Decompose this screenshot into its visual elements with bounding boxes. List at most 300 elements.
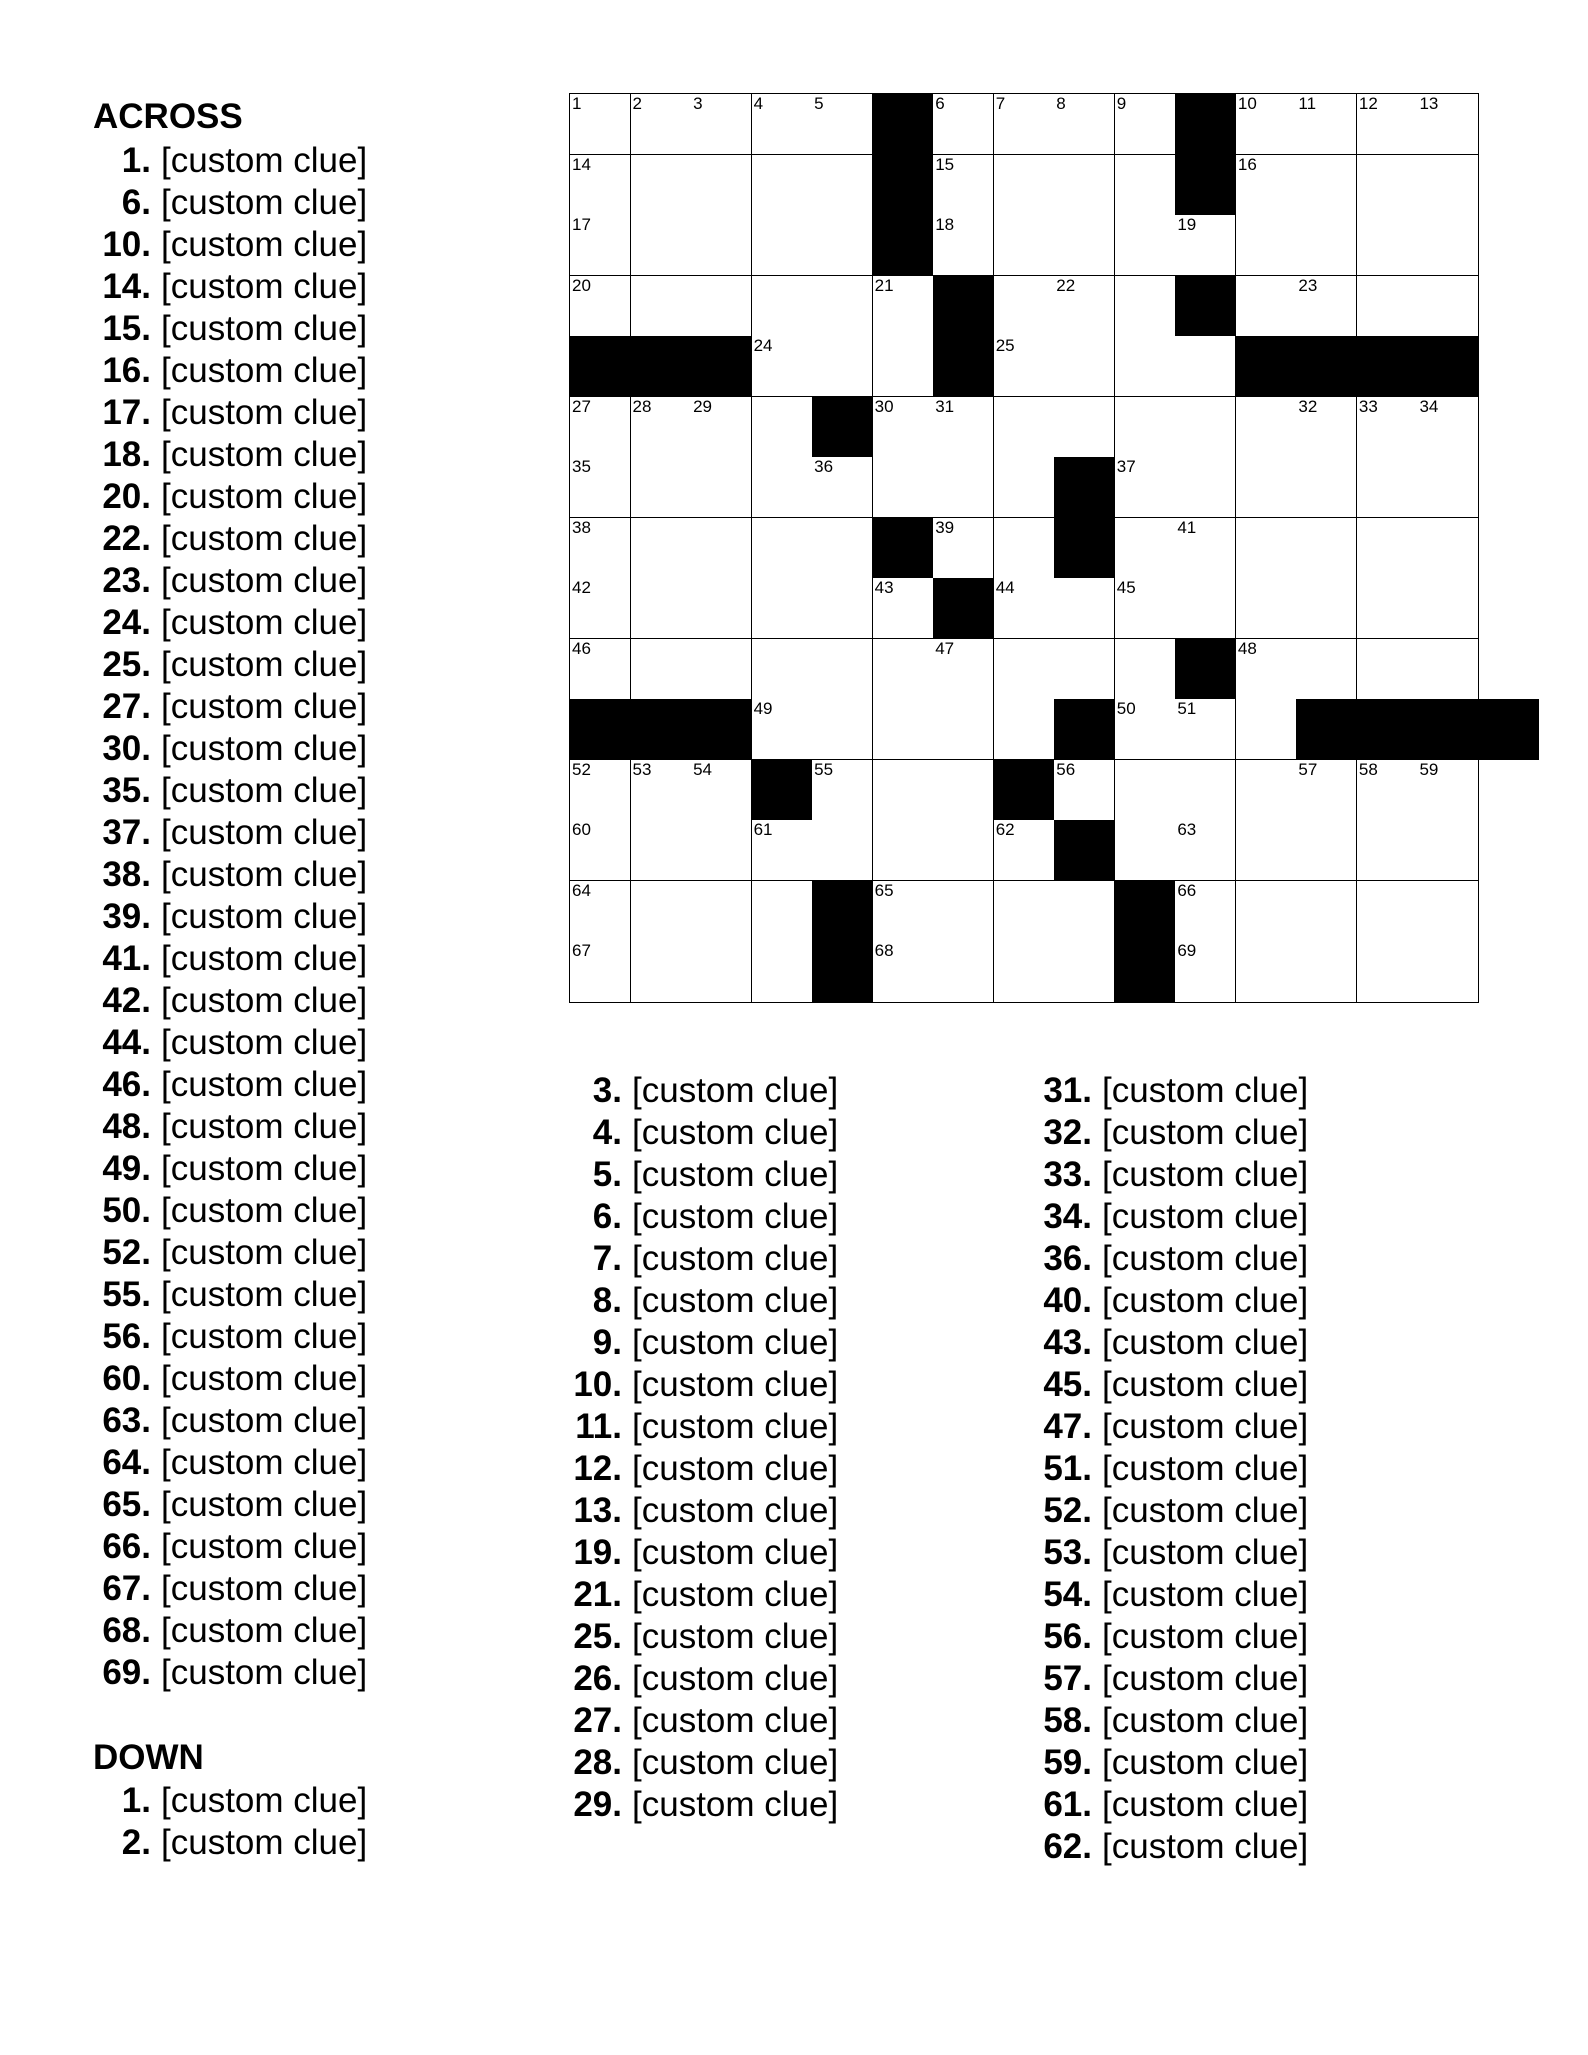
grid-cell[interactable]	[1296, 760, 1357, 821]
black-square	[1175, 276, 1236, 337]
down-clue	[564, 1154, 838, 1196]
grid-cell[interactable]	[873, 699, 934, 760]
grid-cell[interactable]	[873, 881, 934, 942]
grid-cell[interactable]	[1357, 518, 1418, 579]
grid-cell[interactable]	[1115, 155, 1176, 216]
down-clue	[1034, 1490, 1308, 1532]
grid-cell[interactable]	[691, 941, 752, 1002]
grid-cell[interactable]	[873, 397, 934, 458]
grid-cell[interactable]	[570, 881, 631, 942]
across-clue-text: [custom clue]	[161, 477, 368, 516]
grid-cell[interactable]	[1236, 94, 1297, 155]
grid-cell[interactable]	[812, 820, 873, 881]
across-clue-text: [custom clue]	[161, 1359, 368, 1398]
grid-cell[interactable]	[570, 215, 631, 276]
grid-cell[interactable]	[994, 457, 1055, 518]
cell-number: 53	[632, 759, 652, 779]
grid-cell[interactable]	[994, 820, 1055, 881]
grid-cell[interactable]	[873, 820, 934, 881]
down-clue-number: 33.	[1043, 1155, 1092, 1194]
grid-cell[interactable]	[1236, 276, 1297, 337]
grid-cell[interactable]	[1417, 94, 1478, 155]
grid-cell[interactable]	[933, 457, 994, 518]
across-clue-text: [custom clue]	[161, 687, 368, 726]
grid-cell[interactable]	[1175, 336, 1236, 397]
across-clue-number: 49.	[102, 1149, 151, 1188]
grid-cell[interactable]	[994, 94, 1055, 155]
across-clue	[93, 1190, 367, 1232]
grid-cell[interactable]	[1296, 215, 1357, 276]
grid-cell[interactable]	[752, 578, 813, 639]
grid-cell[interactable]	[994, 941, 1055, 1002]
down-clue-number: 25.	[573, 1617, 622, 1656]
down-clue-number: 32.	[1043, 1113, 1092, 1152]
grid-cell[interactable]	[752, 397, 813, 458]
grid-cell[interactable]	[691, 155, 752, 216]
grid-cell[interactable]	[570, 518, 631, 579]
black-square	[631, 336, 692, 397]
grid-cell[interactable]	[1115, 820, 1176, 881]
grid-cell[interactable]	[1417, 578, 1478, 639]
across-clue	[93, 1232, 367, 1274]
grid-cell[interactable]	[752, 457, 813, 518]
grid-cell[interactable]	[631, 578, 692, 639]
black-square	[812, 941, 873, 1002]
down-clue	[1034, 1742, 1308, 1784]
grid-cell[interactable]	[631, 215, 692, 276]
grid-cell[interactable]	[994, 699, 1055, 760]
grid-cell[interactable]	[873, 760, 934, 821]
grid-cell[interactable]	[1296, 639, 1357, 700]
grid-cell[interactable]	[812, 94, 873, 155]
grid-cell[interactable]	[1175, 457, 1236, 518]
grid-cell[interactable]	[1054, 941, 1115, 1002]
grid-cell[interactable]	[1236, 639, 1297, 700]
grid-cell[interactable]	[873, 578, 934, 639]
grid-cell[interactable]	[812, 518, 873, 579]
grid-cell[interactable]	[631, 155, 692, 216]
grid-cell[interactable]	[1417, 518, 1478, 579]
grid-cell[interactable]	[873, 457, 934, 518]
grid-cell[interactable]	[1054, 215, 1115, 276]
grid-cell[interactable]	[1236, 941, 1297, 1002]
grid-cell[interactable]	[994, 215, 1055, 276]
grid-cell[interactable]	[812, 760, 873, 821]
across-clue	[93, 812, 367, 854]
grid-cell[interactable]	[691, 760, 752, 821]
down-clue	[1034, 1238, 1308, 1280]
grid-cell[interactable]	[1236, 155, 1297, 216]
grid-cell[interactable]	[1296, 820, 1357, 881]
black-square	[691, 699, 752, 760]
down-clue-number: 11.	[575, 1407, 622, 1446]
grid-cell[interactable]	[994, 336, 1055, 397]
grid-cell[interactable]	[752, 94, 813, 155]
down-clue	[564, 1238, 838, 1280]
grid-cell[interactable]	[752, 155, 813, 216]
grid-cell[interactable]	[1296, 941, 1357, 1002]
grid-cell[interactable]	[1357, 457, 1418, 518]
across-clue-text: [custom clue]	[161, 1569, 368, 1608]
grid-cell[interactable]	[570, 155, 631, 216]
grid-cell[interactable]	[994, 881, 1055, 942]
across-clue-text: [custom clue]	[161, 1275, 368, 1314]
grid-cell[interactable]	[1236, 518, 1297, 579]
grid-cell[interactable]	[1236, 699, 1297, 760]
grid-cell[interactable]	[933, 397, 994, 458]
down-clue-text: [custom clue]	[632, 1533, 839, 1572]
down-clue-number: 43.	[1043, 1323, 1092, 1362]
down-clue	[564, 1700, 838, 1742]
across-clue-number: 48.	[102, 1107, 151, 1146]
cell-number: 62	[995, 820, 1015, 840]
down-clue-text: [custom clue]	[1102, 1239, 1309, 1278]
grid-cell[interactable]	[570, 639, 631, 700]
down-clue-text: [custom clue]	[1102, 1407, 1309, 1446]
across-clue-text: [custom clue]	[161, 225, 368, 264]
down-clue	[1034, 1658, 1308, 1700]
grid-cell[interactable]	[1357, 639, 1418, 700]
across-clue-text: [custom clue]	[161, 1191, 368, 1230]
grid-cell[interactable]	[933, 94, 994, 155]
grid-cell[interactable]	[1296, 397, 1357, 458]
down-clue	[1034, 1280, 1308, 1322]
down-clue-number: 3.	[592, 1071, 622, 1110]
black-square	[1296, 336, 1357, 397]
grid-cell[interactable]	[752, 941, 813, 1002]
grid-cell[interactable]	[812, 155, 873, 216]
grid-cell[interactable]	[691, 881, 752, 942]
grid-cell[interactable]	[1115, 215, 1176, 276]
grid-cell[interactable]	[1417, 457, 1478, 518]
grid-cell[interactable]	[1417, 639, 1478, 700]
grid-cell[interactable]	[1115, 578, 1176, 639]
grid-cell[interactable]	[1417, 397, 1478, 458]
grid-cell[interactable]	[1175, 699, 1236, 760]
grid-cell[interactable]	[994, 639, 1055, 700]
cell-number: 49	[753, 699, 773, 719]
across-clue-number: 50.	[102, 1191, 151, 1230]
across-clue-number: 25.	[102, 645, 151, 684]
across-clue	[93, 854, 367, 896]
grid-cell[interactable]	[1357, 215, 1418, 276]
grid-cell[interactable]	[691, 276, 752, 337]
across-clue-number: 41.	[102, 939, 151, 978]
grid-cell[interactable]	[1054, 94, 1115, 155]
grid-cell[interactable]	[933, 518, 994, 579]
grid-cell[interactable]	[1236, 820, 1297, 881]
down-clue	[564, 1364, 838, 1406]
grid-cell[interactable]	[812, 336, 873, 397]
grid-cell[interactable]	[994, 578, 1055, 639]
grid-cell[interactable]	[1296, 578, 1357, 639]
grid-cell[interactable]	[1115, 397, 1176, 458]
grid-cell[interactable]	[1357, 881, 1418, 942]
across-clue-text: [custom clue]	[161, 729, 368, 768]
cell-number: 69	[1177, 941, 1197, 961]
down-clue-text: [custom clue]	[1102, 1743, 1309, 1782]
grid-cell[interactable]	[933, 155, 994, 216]
grid-cell[interactable]	[1175, 760, 1236, 821]
grid-cell[interactable]	[570, 276, 631, 337]
grid-cell[interactable]	[631, 820, 692, 881]
grid-cell[interactable]	[1296, 155, 1357, 216]
across-clue-text: [custom clue]	[161, 519, 368, 558]
across-clue-text: [custom clue]	[161, 351, 368, 390]
grid-cell[interactable]	[933, 881, 994, 942]
across-clue-number: 68.	[102, 1611, 151, 1650]
down-clue-text: [custom clue]	[1102, 1155, 1309, 1194]
down-clue-text: [custom clue]	[1102, 1365, 1309, 1404]
grid-cell[interactable]	[933, 215, 994, 276]
across-clue-number: 1.	[121, 141, 151, 180]
grid-cell[interactable]	[1296, 457, 1357, 518]
grid-cell[interactable]	[1357, 760, 1418, 821]
down-clue	[1034, 1322, 1308, 1364]
grid-cell[interactable]	[752, 336, 813, 397]
grid-cell[interactable]	[1236, 760, 1297, 821]
grid-cell[interactable]	[1296, 518, 1357, 579]
grid-cell[interactable]	[1236, 215, 1297, 276]
grid-cell[interactable]	[1115, 336, 1176, 397]
grid-cell[interactable]	[570, 94, 631, 155]
black-square	[933, 578, 994, 639]
grid-cell[interactable]	[1115, 639, 1176, 700]
grid-cell[interactable]	[631, 518, 692, 579]
across-clue	[93, 602, 367, 644]
grid-cell[interactable]	[691, 397, 752, 458]
down-clue	[564, 1490, 838, 1532]
down-clue	[564, 1196, 838, 1238]
grid-cell[interactable]	[1417, 760, 1478, 821]
grid-cell[interactable]	[873, 941, 934, 1002]
grid-cell[interactable]	[631, 457, 692, 518]
grid-cell[interactable]	[691, 457, 752, 518]
grid-cell[interactable]	[691, 639, 752, 700]
down-clue-number: 62.	[1043, 1827, 1092, 1866]
grid-cell[interactable]	[691, 578, 752, 639]
down-clue	[1034, 1070, 1308, 1112]
grid-cell[interactable]	[1054, 276, 1115, 337]
cell-number: 57	[1298, 759, 1318, 779]
grid-cell[interactable]	[752, 215, 813, 276]
grid-cell[interactable]	[994, 397, 1055, 458]
grid-cell[interactable]	[752, 820, 813, 881]
grid-cell[interactable]	[1115, 276, 1176, 337]
grid-cell[interactable]	[631, 941, 692, 1002]
grid-cell[interactable]	[691, 518, 752, 579]
grid-cell[interactable]	[1417, 215, 1478, 276]
grid-cell[interactable]	[752, 639, 813, 700]
cell-number: 3	[693, 94, 703, 113]
down-clue	[1034, 1574, 1308, 1616]
grid-cell[interactable]	[933, 699, 994, 760]
grid-cell[interactable]	[1417, 881, 1478, 942]
grid-cell[interactable]	[631, 639, 692, 700]
down-clue	[564, 1070, 838, 1112]
cell-number: 45	[1116, 578, 1136, 598]
grid-cell[interactable]	[631, 397, 692, 458]
grid-cell[interactable]	[570, 457, 631, 518]
grid-cell[interactable]	[994, 276, 1055, 337]
grid-cell[interactable]	[1054, 760, 1115, 821]
grid-cell[interactable]	[933, 941, 994, 1002]
grid-cell[interactable]	[1236, 578, 1297, 639]
cell-number: 27	[572, 396, 591, 416]
cell-number: 17	[572, 215, 591, 235]
grid-cell[interactable]	[933, 760, 994, 821]
grid-cell[interactable]	[812, 578, 873, 639]
down-clue-text: [custom clue]	[1102, 1659, 1309, 1698]
grid-cell[interactable]	[1115, 457, 1176, 518]
cell-number: 32	[1298, 396, 1318, 416]
grid-cell[interactable]	[631, 760, 692, 821]
grid-cell[interactable]	[1296, 276, 1357, 337]
grid-cell[interactable]	[752, 276, 813, 337]
down-clue-number: 19.	[573, 1533, 622, 1572]
grid-cell[interactable]	[1175, 881, 1236, 942]
grid-cell[interactable]	[1054, 397, 1115, 458]
black-square	[1115, 881, 1176, 942]
cell-number: 56	[1056, 759, 1076, 779]
grid-cell[interactable]	[631, 881, 692, 942]
cell-number: 26	[1237, 336, 1257, 356]
down-clue	[564, 1532, 838, 1574]
grid-cell[interactable]	[1115, 760, 1176, 821]
grid-cell[interactable]	[1417, 276, 1478, 337]
grid-cell[interactable]	[1417, 941, 1478, 1002]
across-clue-text: [custom clue]	[161, 1527, 368, 1566]
grid-cell[interactable]	[1357, 941, 1418, 1002]
grid-cell[interactable]	[1054, 578, 1115, 639]
grid-cell[interactable]	[1357, 276, 1418, 337]
cell-number: 46	[572, 638, 591, 658]
grid-cell[interactable]	[752, 699, 813, 760]
grid-cell[interactable]	[873, 276, 934, 337]
grid-cell[interactable]	[691, 94, 752, 155]
grid-cell[interactable]	[1054, 881, 1115, 942]
grid-cell[interactable]	[933, 639, 994, 700]
grid-cell[interactable]	[933, 820, 994, 881]
grid-cell[interactable]	[1175, 215, 1236, 276]
down-clue	[1034, 1406, 1308, 1448]
across-clue-text: [custom clue]	[161, 393, 368, 432]
grid-cell[interactable]	[812, 699, 873, 760]
down-clue	[1034, 1700, 1308, 1742]
grid-cell[interactable]	[1175, 941, 1236, 1002]
grid-cell[interactable]	[1236, 881, 1297, 942]
grid-cell[interactable]	[570, 820, 631, 881]
grid-cell[interactable]	[812, 276, 873, 337]
down-clue-text: [custom clue]	[161, 1823, 368, 1862]
down-clue-text: [custom clue]	[1102, 1827, 1309, 1866]
down-clue	[1034, 1826, 1308, 1868]
grid-cell[interactable]	[1175, 518, 1236, 579]
across-clue-number: 69.	[102, 1653, 151, 1692]
black-square	[1417, 336, 1478, 397]
grid-cell[interactable]	[752, 881, 813, 942]
across-clue	[93, 1022, 367, 1064]
across-clue-text: [custom clue]	[161, 771, 368, 810]
grid-cell[interactable]	[1236, 397, 1297, 458]
grid-cell[interactable]	[1115, 94, 1176, 155]
grid-cell[interactable]	[1357, 578, 1418, 639]
across-clue-number: 23.	[102, 561, 151, 600]
grid-cell[interactable]	[570, 941, 631, 1002]
down-clue	[564, 1112, 838, 1154]
grid-cell[interactable]	[1175, 820, 1236, 881]
grid-cell[interactable]	[1417, 820, 1478, 881]
across-clue	[93, 728, 367, 770]
black-square	[570, 336, 631, 397]
grid-cell[interactable]	[1357, 94, 1418, 155]
grid-cell[interactable]	[752, 518, 813, 579]
down-clue-text: [custom clue]	[1102, 1533, 1309, 1572]
grid-cell[interactable]	[1054, 155, 1115, 216]
grid-cell[interactable]	[1357, 397, 1418, 458]
grid-cell[interactable]	[1175, 578, 1236, 639]
across-clue	[93, 1064, 367, 1106]
black-square	[812, 397, 873, 458]
grid-cell[interactable]	[570, 760, 631, 821]
cell-number: 54	[693, 759, 712, 779]
grid-cell[interactable]	[1357, 820, 1418, 881]
cell-number: 12	[1358, 94, 1378, 113]
grid-cell[interactable]	[1115, 699, 1176, 760]
cell-number: 48	[1237, 638, 1257, 658]
across-clue-number: 16.	[102, 351, 151, 390]
grid-cell[interactable]	[812, 215, 873, 276]
cell-number: 31	[935, 396, 955, 416]
grid-cell[interactable]	[873, 336, 934, 397]
grid-cell[interactable]	[631, 276, 692, 337]
grid-cell[interactable]	[873, 639, 934, 700]
grid-cell[interactable]	[812, 457, 873, 518]
grid-cell[interactable]	[691, 820, 752, 881]
grid-cell[interactable]	[1175, 397, 1236, 458]
across-clue-number: 60.	[102, 1359, 151, 1398]
down-clue-number: 58.	[1043, 1701, 1092, 1740]
across-clue	[93, 1400, 367, 1442]
across-clue-text: [custom clue]	[161, 645, 368, 684]
grid-cell[interactable]	[1357, 155, 1418, 216]
grid-cell[interactable]	[691, 215, 752, 276]
black-square	[873, 94, 934, 155]
cell-number: 36	[814, 457, 834, 477]
across-clue	[93, 518, 367, 560]
grid-cell[interactable]	[1296, 881, 1357, 942]
grid-cell[interactable]	[1417, 155, 1478, 216]
grid-cell[interactable]	[570, 578, 631, 639]
grid-cell[interactable]	[1236, 457, 1297, 518]
black-square	[1175, 94, 1236, 155]
grid-cell[interactable]	[812, 639, 873, 700]
grid-cell[interactable]	[1054, 336, 1115, 397]
across-clue-number: 18.	[102, 435, 151, 474]
grid-cell[interactable]	[631, 94, 692, 155]
grid-cell[interactable]	[994, 155, 1055, 216]
black-square	[570, 699, 631, 760]
grid-cell[interactable]	[994, 518, 1055, 579]
down-clue-number: 21.	[573, 1575, 622, 1614]
grid-cell[interactable]	[1115, 518, 1176, 579]
grid-cell[interactable]	[570, 397, 631, 458]
down-clue-text: [custom clue]	[1102, 1617, 1309, 1656]
grid-cell[interactable]	[1296, 94, 1357, 155]
down-clue-number: 34.	[1043, 1197, 1092, 1236]
across-clue	[93, 266, 367, 308]
grid-cell[interactable]	[1054, 639, 1115, 700]
